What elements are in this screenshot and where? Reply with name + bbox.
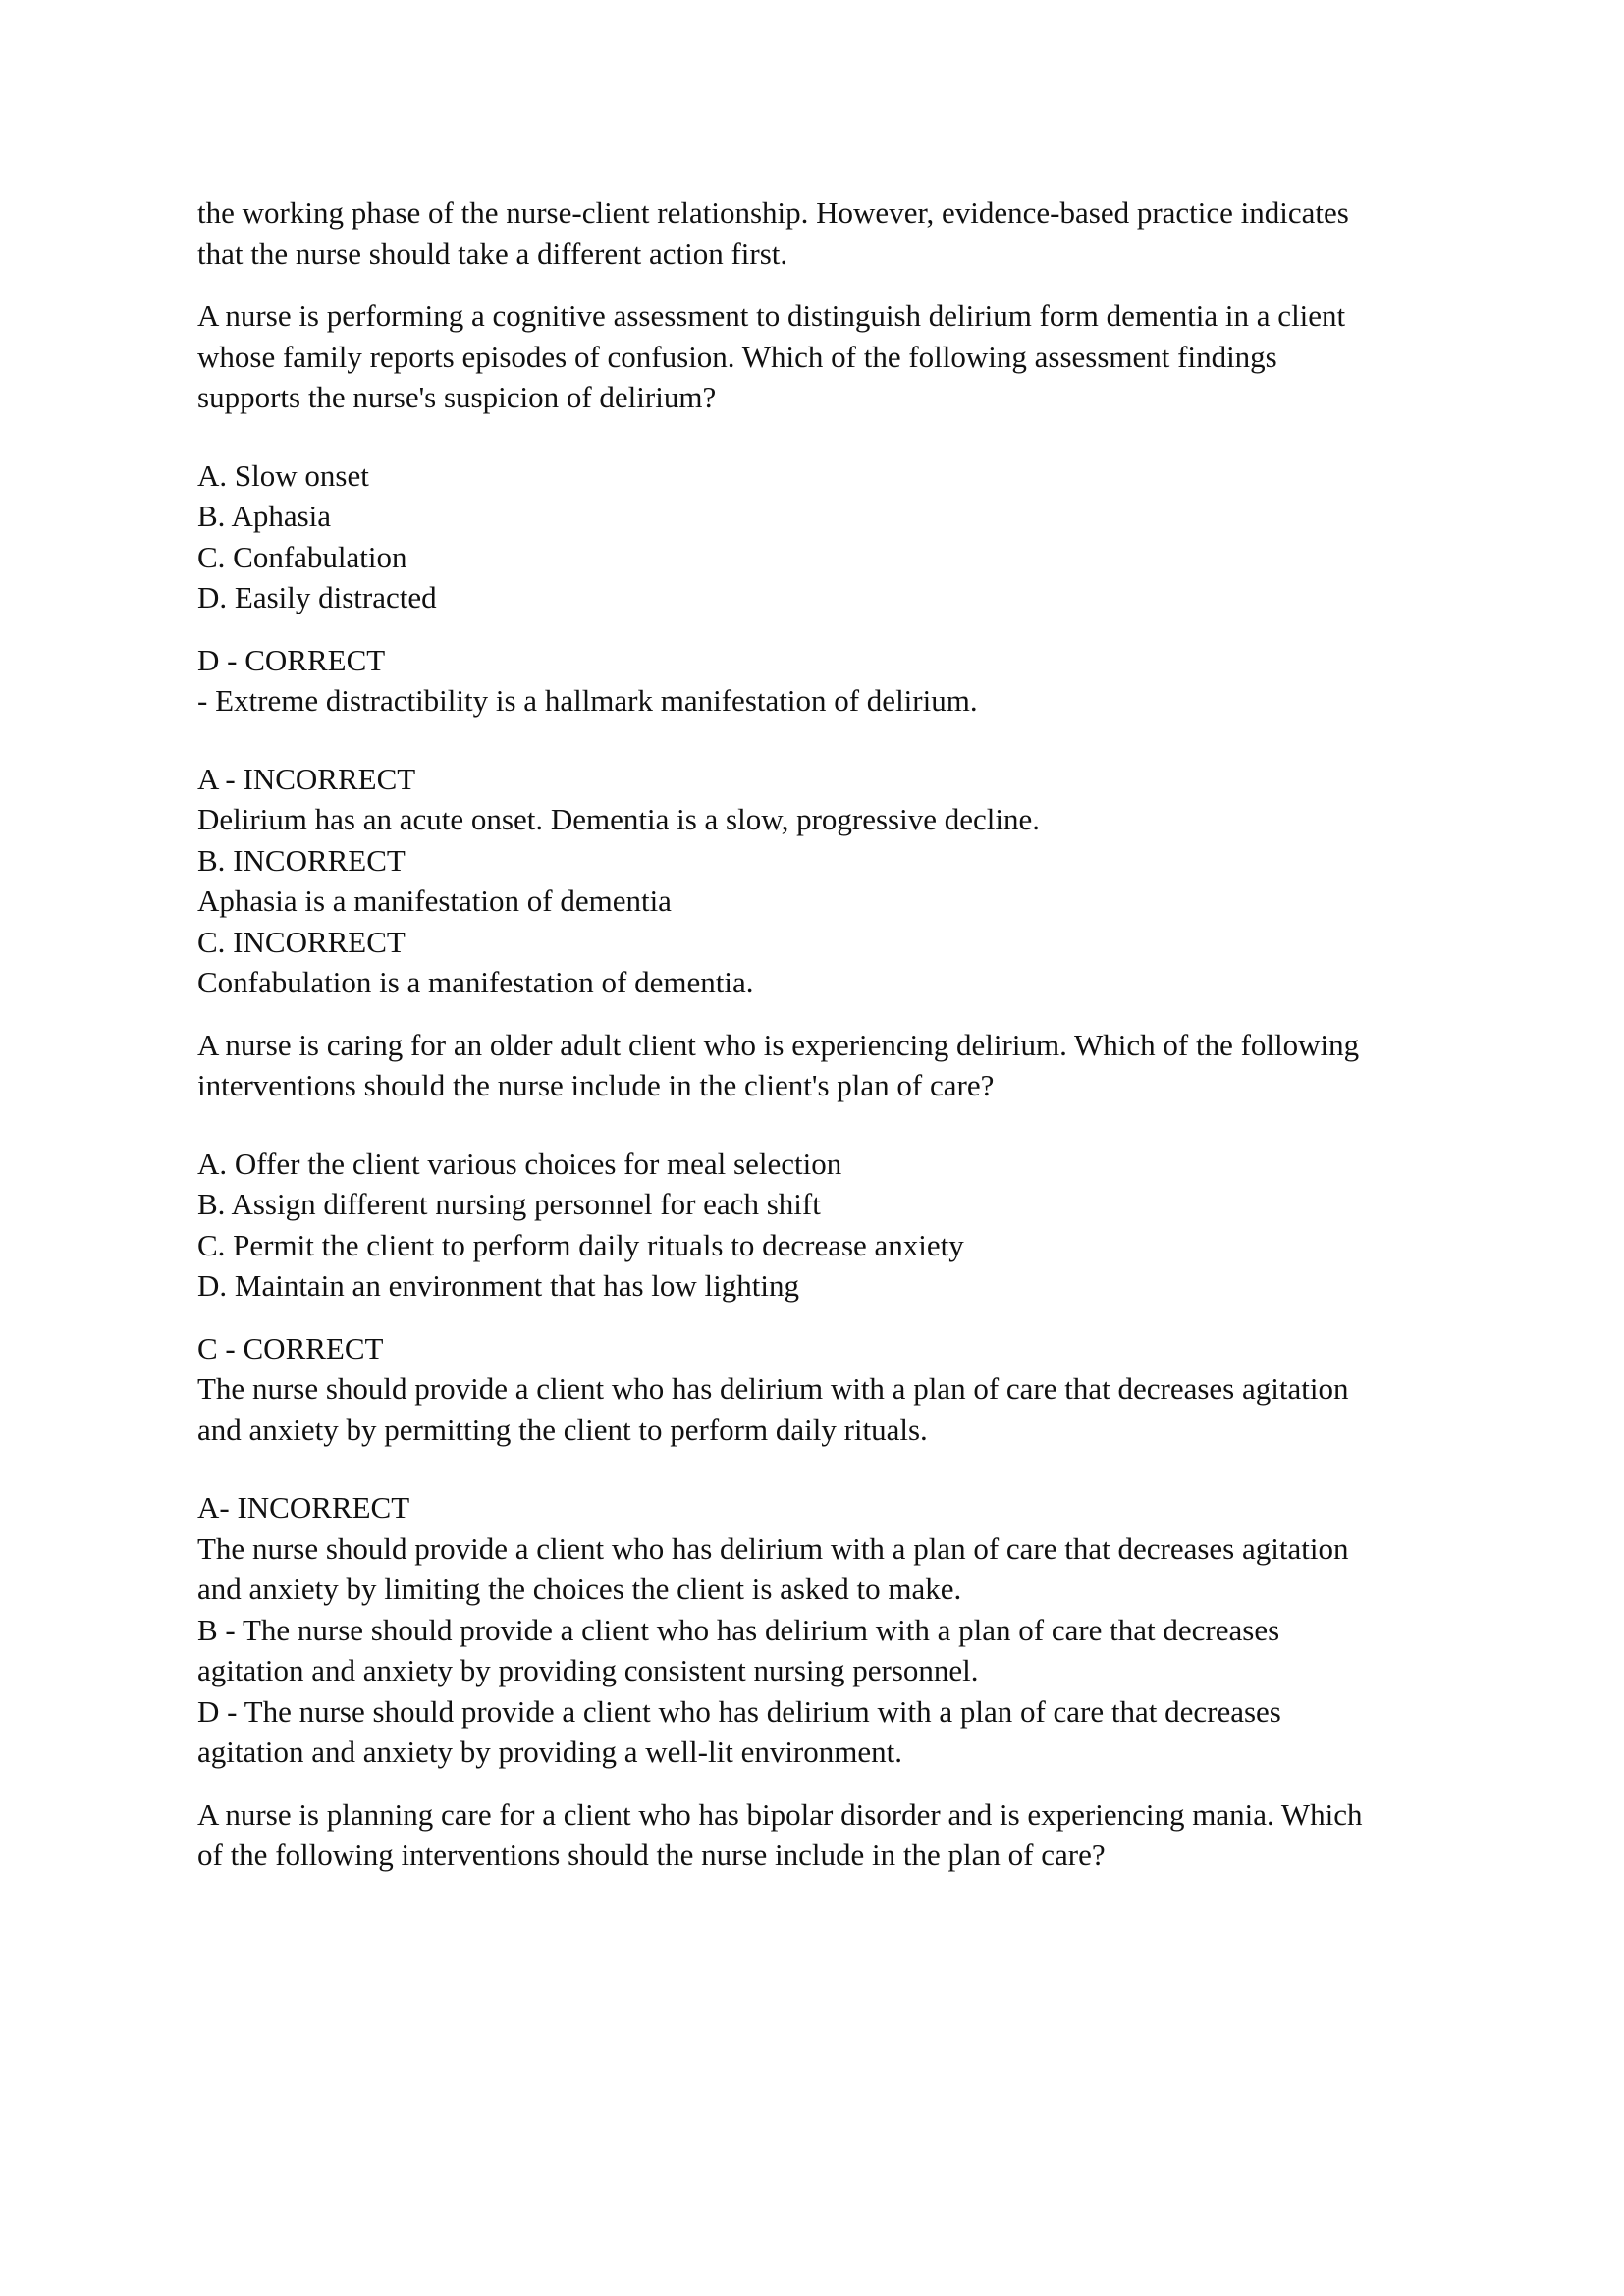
question-1-options: [197, 455, 1474, 618]
correct-label: D - CORRECT: [197, 642, 386, 677]
correct-explanation: The nurse should provide a client who has delirium with a plan of care that decreases agitation: [197, 1371, 1349, 1406]
text-line: interventions should the nurse include in the client's plan of care?: [197, 1068, 995, 1102]
incorrect-line: C. INCORRECT: [197, 924, 406, 959]
incorrect-line: agitation and anxiety by providing consistent nursing personnel.: [197, 1653, 979, 1687]
incorrect-line: The nurse should provide a client who has delirium with a plan of care that decreases agitation: [197, 1530, 1349, 1566]
question-2-incorrect: [197, 1487, 1474, 1773]
question-1-answer: [197, 640, 1474, 721]
incorrect-line: Confabulation is a manifestation of dementia.: [197, 965, 754, 999]
correct-explanation: and anxiety by permitting the client to perform daily rituals.: [197, 1412, 928, 1447]
question-2-options: [197, 1144, 1474, 1307]
incorrect-line: agitation and anxiety by providing a well-lit environment.: [197, 1735, 902, 1769]
incorrect-line: B. INCORRECT: [197, 842, 406, 878]
document-content: [197, 192, 1474, 1876]
text-line: of the following interventions should the nurse include in the plan of care?: [197, 1838, 1106, 1872]
incorrect-line: Aphasia is a manifestation of dementia: [197, 883, 672, 918]
option-item: B. Assign different nursing personnel for each shift: [197, 1187, 821, 1221]
text-line: A nurse is performing a cognitive assessment to distinguish delirium form dementia in a client: [197, 298, 1346, 333]
incorrect-line: D - The nurse should provide a client who has delirium with a plan of care that decreases: [197, 1693, 1281, 1729]
text-line: that the nurse should take a different action first.: [197, 236, 788, 271]
incorrect-line: A- INCORRECT: [197, 1490, 410, 1524]
option-item: C. Confabulation: [197, 539, 407, 574]
incorrect-line: and anxiety by limiting the choices the client is asked to make.: [197, 1572, 962, 1606]
question-3-stem: [197, 1794, 1474, 1876]
question-1-stem: [197, 295, 1474, 418]
question-2-stem: [197, 1025, 1474, 1106]
question-1-incorrect: [197, 759, 1474, 1003]
incorrect-line: A - INCORRECT: [197, 761, 416, 796]
option-item: B. Aphasia: [197, 499, 332, 533]
correct-label: C - CORRECT: [197, 1330, 384, 1365]
option-item: D. Maintain an environment that has low lighting: [197, 1268, 800, 1303]
incorrect-line: Delirium has an acute onset. Dementia is a slow, progressive decline.: [197, 802, 1040, 836]
text-line: supports the nurse's suspicion of delirium?: [197, 380, 717, 414]
correct-explanation: - Extreme distractibility is a hallmark manifestation of delirium.: [197, 683, 978, 718]
option-item: C. Permit the client to perform daily rituals to decrease anxiety: [197, 1227, 964, 1262]
incorrect-line: B - The nurse should provide a client who has delirium with a plan of care that decreases: [197, 1612, 1280, 1647]
option-item: D. Easily distracted: [197, 580, 437, 614]
text-line: the working phase of the nurse-client relationship. However, evidence-based practice indicates: [197, 195, 1349, 230]
text-line: A nurse is planning care for a client who has bipolar disorder and is experiencing mania. Which: [197, 1796, 1363, 1832]
intro-paragraph: [197, 192, 1474, 274]
option-item: A. Slow onset: [197, 457, 369, 493]
option-item: A. Offer the client various choices for meal selection: [197, 1146, 842, 1181]
text-line: whose family reports episodes of confusion. Which of the following assessment findings: [197, 339, 1277, 374]
question-2-answer: [197, 1328, 1474, 1451]
text-line: A nurse is caring for an older adult client who is experiencing delirium. Which of the following: [197, 1027, 1360, 1062]
